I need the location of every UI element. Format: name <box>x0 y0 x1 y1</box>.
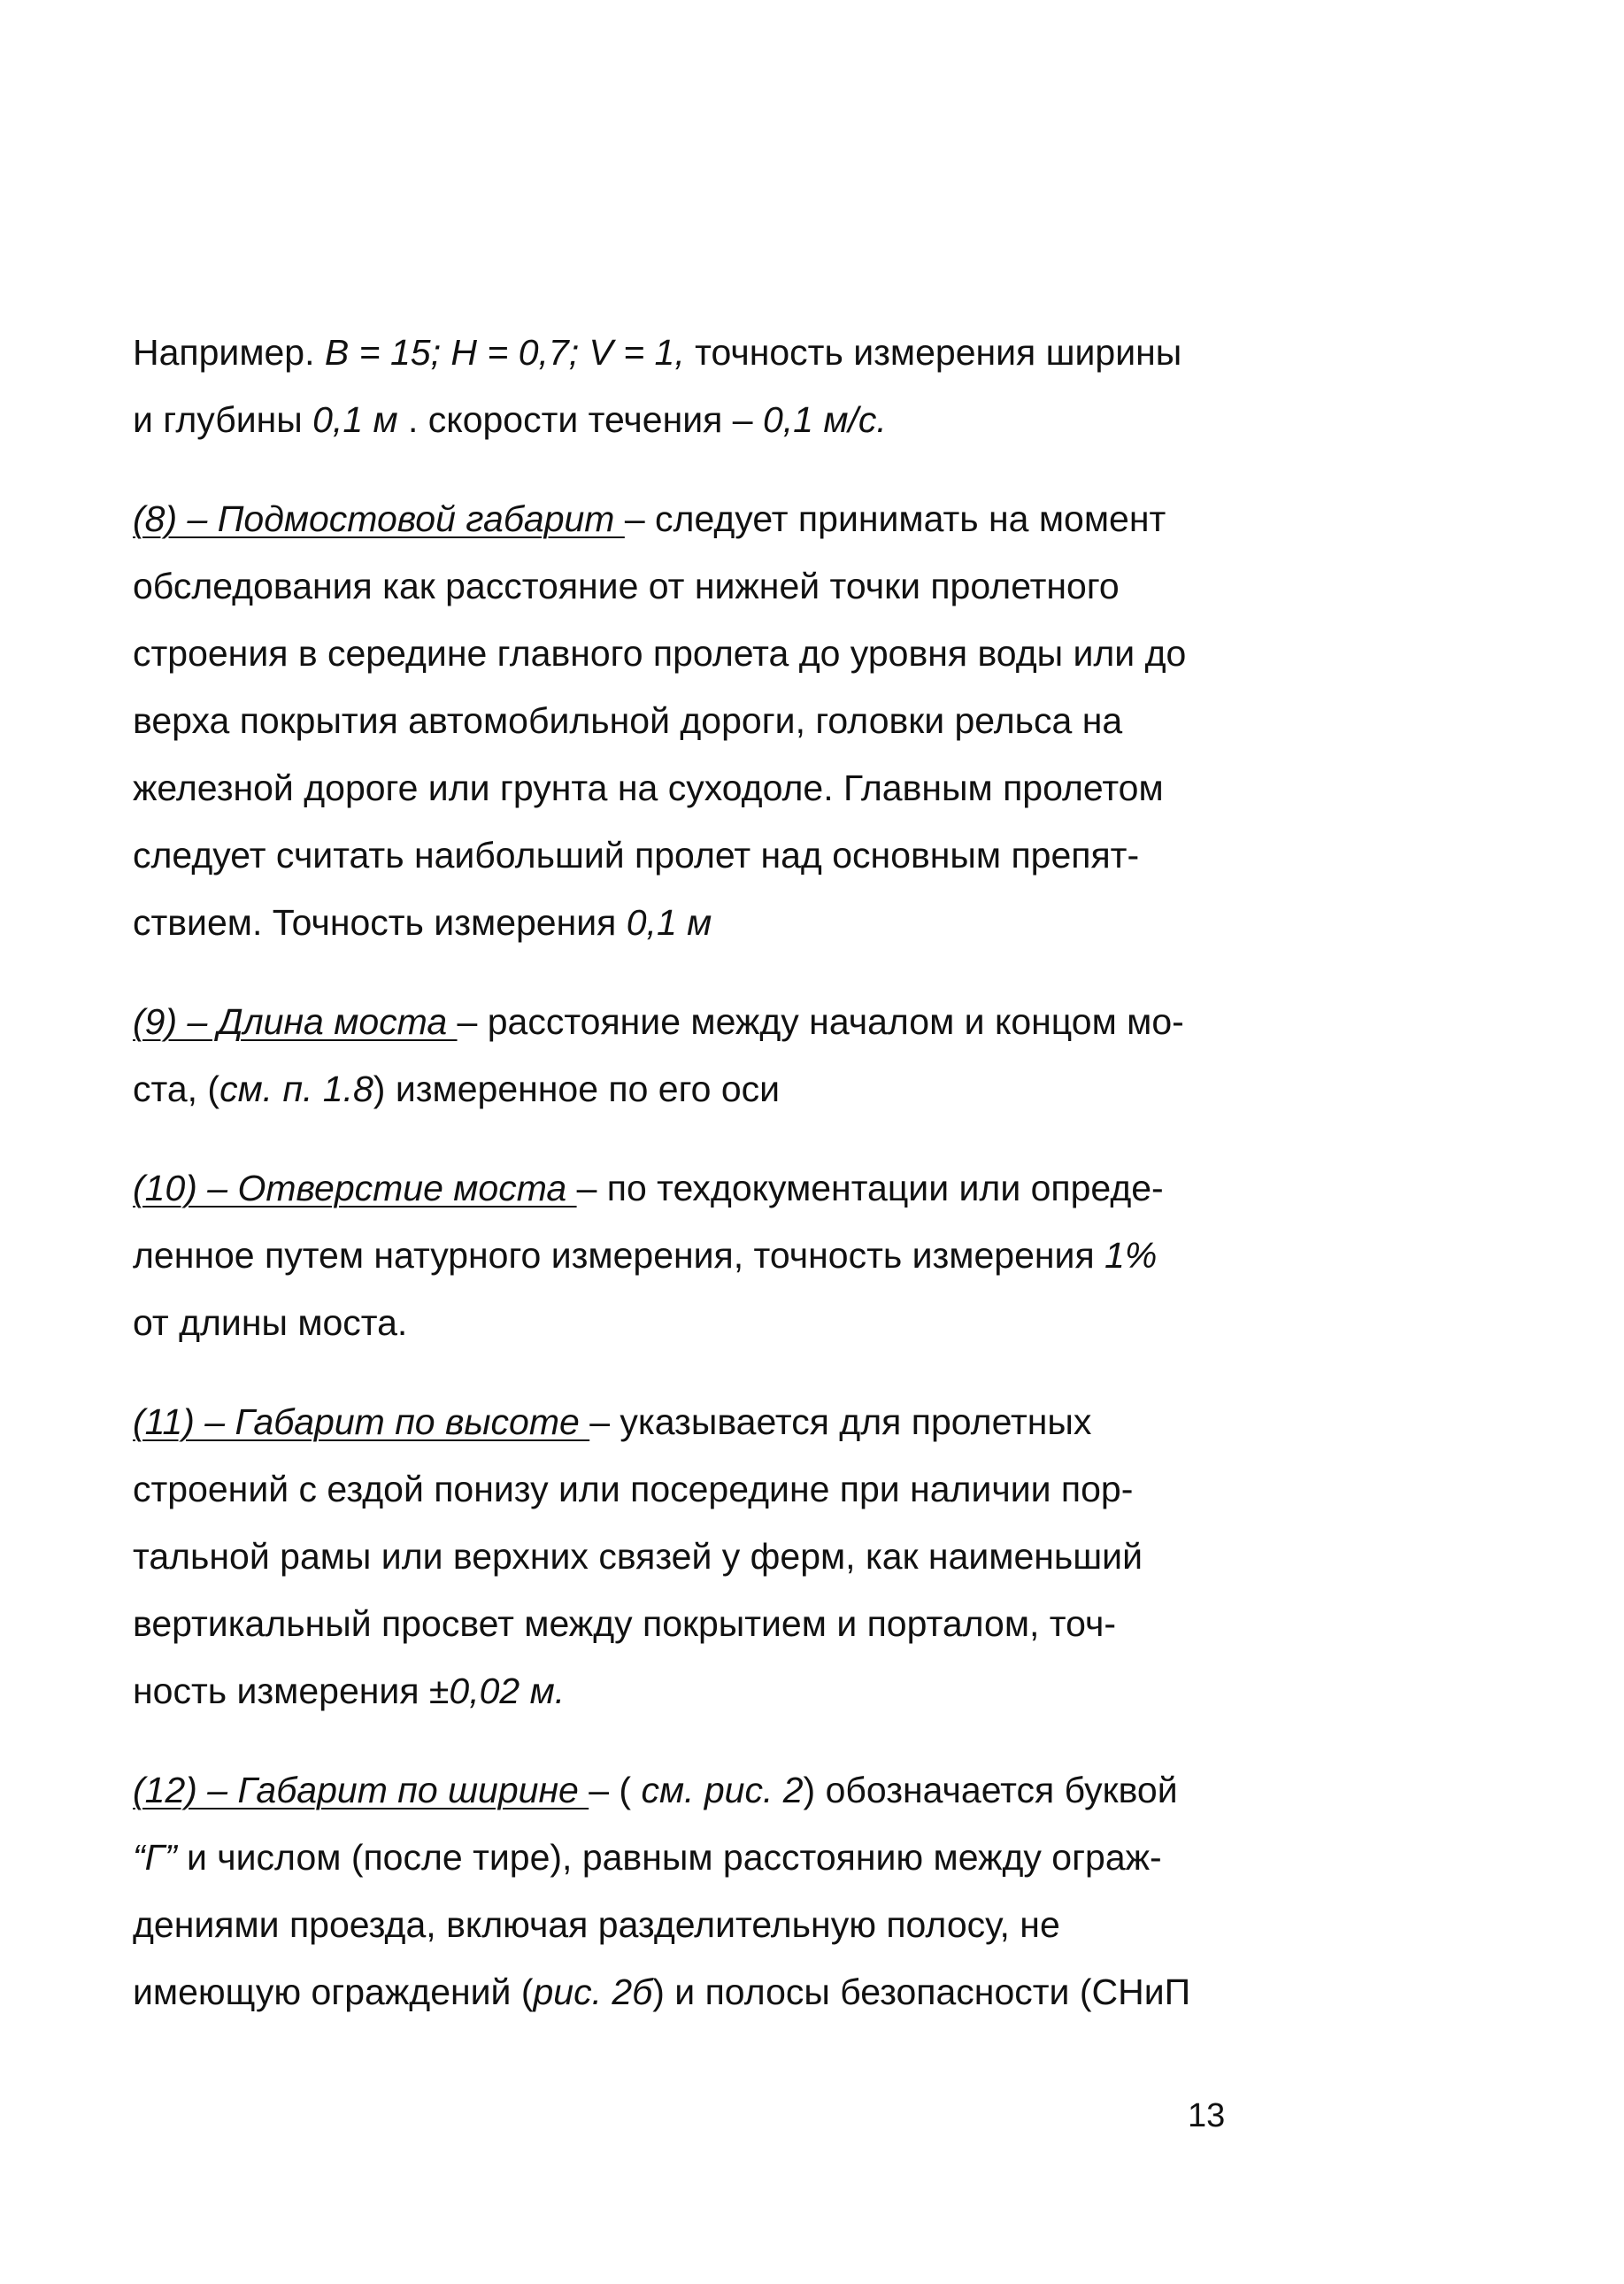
item11-line-1 <box>133 1388 1248 1455</box>
item8-rest: – следует принимать на момент <box>624 498 1166 539</box>
paragraph-gap <box>133 1123 1248 1154</box>
item8-line-5: железной дороге или грунта на суходоле. Главным пролетом <box>133 768 1164 808</box>
item12-rest-lead: – ( <box>589 1770 642 1810</box>
item10-line-1 <box>133 1154 1248 1222</box>
item8-line-6: следует считать наибольший пролет над основным препят- <box>133 835 1140 876</box>
item9-line-1 <box>133 988 1248 1055</box>
example-tail: точность измерения ширины <box>684 332 1182 373</box>
item9-line-2 <box>133 1055 1248 1123</box>
item12-figure-reference: рис. 2б <box>533 1971 653 2012</box>
item12-line-1 <box>133 1756 1248 1824</box>
item10-line2-lead: ленное путем натурного измерения, точность измерения <box>133 1235 1105 1276</box>
item11-line-2: строений с ездой понизу или посередине при наличии пор- <box>133 1469 1134 1509</box>
item12-line-4 <box>133 1958 1248 2026</box>
item11-line-5 <box>133 1657 1248 1725</box>
item11-line-3: тальной рамы или верхних связей у ферм, как наименьший <box>133 1536 1143 1577</box>
item11-accuracy-value: ±0,02 м. <box>428 1671 566 1711</box>
item12-term: (12) – Габарит по ширине <box>133 1770 589 1810</box>
item11-rest: – указывается для пролетных <box>589 1401 1092 1442</box>
item10-rest: – по техдокументации или опреде- <box>576 1168 1164 1208</box>
item10-line-2 <box>133 1222 1248 1289</box>
page-number: 13 <box>1188 2097 1226 2134</box>
item8-line-3: строения в середине главного пролета до уровня воды или до <box>133 633 1187 674</box>
item8-term: (8) – Подмостовой габарит <box>133 498 625 539</box>
item11-term: (11) – Габарит по высоте <box>133 1401 590 1442</box>
item12-line2-tail: и числом (после тире), равным расстоянию между ограж- <box>176 1837 1162 1878</box>
example-depth-accuracy: 0,1 м <box>312 399 398 440</box>
item12-letter-symbol: “Г” <box>133 1837 177 1878</box>
example-speed-accuracy: 0,1 м/с. <box>762 399 887 440</box>
item8-last-lead: ствием. Точность измерения <box>133 902 627 943</box>
item12-reference: см. рис. 2 <box>641 1770 804 1810</box>
item11-last-lead: ность измерения <box>133 1671 429 1711</box>
item9-term: (9) – Длина моста <box>133 1001 458 1042</box>
item8-line-2: обследования как расстояние от нижней точки пролетного <box>133 566 1120 606</box>
item9-line2-tail: ) измеренное по его оси <box>373 1069 781 1109</box>
item12-line-3: дениями проезда, включая разделительную полосу, не <box>133 1904 1060 1945</box>
example-line2-lead: и глубины <box>133 399 313 440</box>
example-lead: Например. <box>133 332 325 373</box>
example-line-2 <box>133 386 1248 453</box>
paragraph-gap <box>133 956 1248 988</box>
item8-line-4: верха покрытия автомобильной дороги, головки рельса на <box>133 700 1123 741</box>
item12-line4-lead: имеющую ограждений ( <box>133 1971 534 2012</box>
item10-accuracy-value: 1% <box>1104 1235 1158 1276</box>
example-formula: B = 15; H = 0,7; V = 1, <box>324 332 685 373</box>
item10-term: (10) – Отверстие моста <box>133 1168 577 1208</box>
item8-line-1 <box>133 485 1248 552</box>
item12-line-2 <box>133 1824 1248 1891</box>
page-body-text <box>133 319 1248 2026</box>
item9-line2-lead: ста, ( <box>133 1069 220 1109</box>
item8-accuracy-value: 0,1 м <box>626 902 712 943</box>
item12-rest-tail: ) обозначается буквой <box>803 1770 1178 1810</box>
item9-reference: см. п. 1.8 <box>219 1069 373 1109</box>
item9-rest: – расстояние между началом и концом мо- <box>457 1001 1184 1042</box>
item11-line-4: вертикальный просвет между покрытием и порталом, точ- <box>133 1603 1117 1644</box>
example-line2-mid: . скорости течения – <box>397 399 763 440</box>
item8-line-7 <box>133 889 1248 956</box>
paragraph-gap <box>133 1356 1248 1388</box>
item12-line4-tail: ) и полосы безопасности (СНиП <box>652 1971 1191 2012</box>
item10-line-3: от длины моста. <box>133 1302 408 1343</box>
paragraph-gap <box>133 1725 1248 1756</box>
example-line-1 <box>133 319 1248 386</box>
paragraph-gap <box>133 453 1248 485</box>
